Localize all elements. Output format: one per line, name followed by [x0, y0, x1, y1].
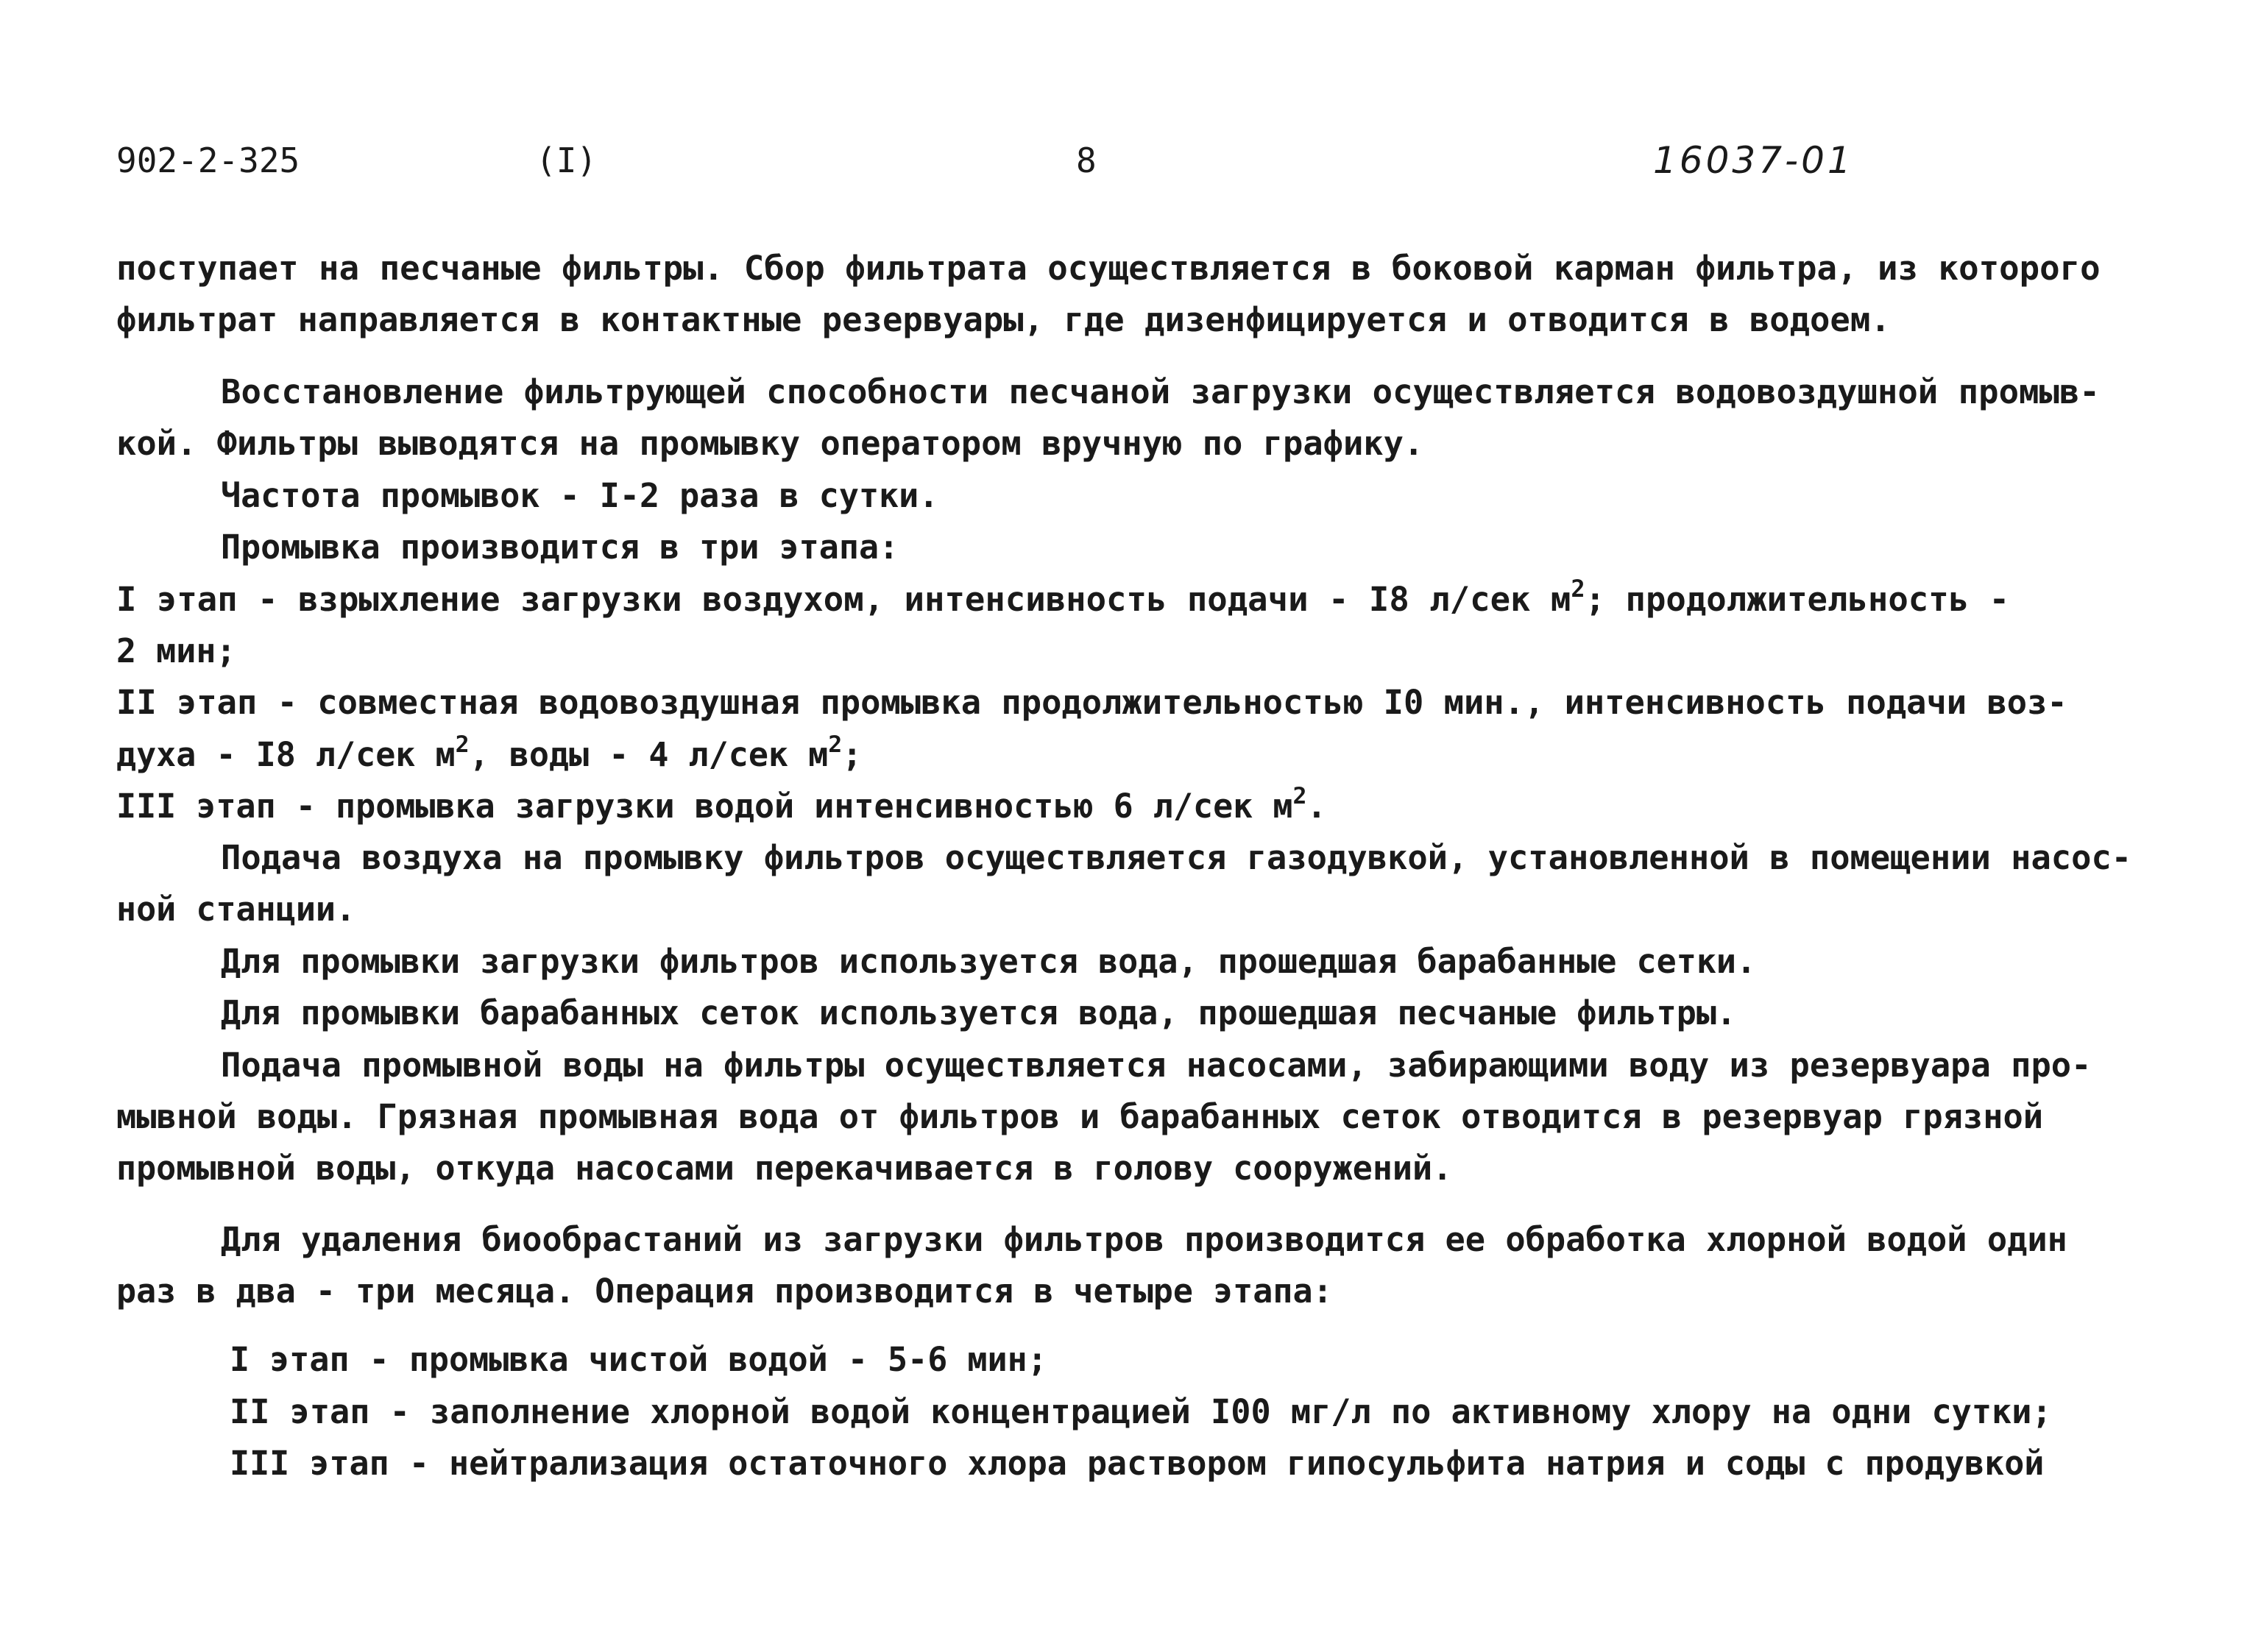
text-line-6: Промывка производится в три этапа:: [221, 528, 899, 567]
text-line-10-part-1: духа - I8 л/сек м: [116, 735, 456, 774]
superscript-squared: 2: [455, 731, 470, 759]
handwritten-stamp: 16037-01: [1653, 139, 1854, 182]
text-line-16: Подача промывной воды на фильтры осуществляется насосами, забирающими воду из резервуара про-: [221, 1046, 2092, 1085]
text-line-13: ной станции.: [116, 890, 356, 929]
text-line-10: [116, 733, 862, 777]
volume-number: (I): [536, 141, 598, 180]
text-line-12: Подача воздуха на промывку фильтров осуществляется газодувкой, установленной в помещении насос-: [221, 838, 2132, 877]
text-line-5: Частота промывок - I-2 раза в сутки.: [221, 476, 939, 515]
text-line-9: II этап - совместная водовоздушная промывка продолжительностью I0 мин., интенсивность подачи воз-: [116, 683, 2067, 722]
text-line-19: Для удаления биообрастаний из загрузки фильтров производится ее обработка хлорной водой один: [221, 1220, 2067, 1259]
superscript-squared: 2: [1292, 783, 1307, 810]
text-line-23: III этап - нейтрализация остаточного хлора раствором гипосульфита натрия и соды с продувкой: [230, 1444, 2045, 1483]
text-line-10-part-3: ;: [842, 735, 863, 774]
text-line-4: кой. Фильтры выводятся на промывку оператором вручную по графику.: [116, 424, 1424, 463]
text-line-7-part-2: ; продолжительность -: [1585, 580, 2010, 619]
text-line-11-part-2: .: [1306, 787, 1327, 826]
text-line-11: [116, 784, 1327, 829]
text-line-10-part-2: , воды - 4 л/сек м: [469, 735, 829, 774]
text-line-2: фильтрат направляется в контактные резервуары, где дизенфицируется и отводится в водоем.: [116, 300, 1891, 339]
text-line-20: раз в два - три месяца. Операция производится в четыре этапа:: [116, 1272, 1333, 1311]
document-code: 902-2-325: [116, 141, 300, 180]
text-line-3: Восстановление фильтрующей способности песчаной загрузки осуществляется водовоздушной промыв-: [221, 372, 2100, 411]
text-line-22: II этап - заполнение хлорной водой концентрацией I00 мг/л по активному хлору на одни сутки;: [230, 1392, 2052, 1431]
text-line-18: промывной воды, откуда насосами перекачивается в голову сооружений.: [116, 1149, 1453, 1188]
superscript-squared: 2: [1571, 574, 1585, 603]
text-line-11-part-1: III этап - промывка загрузки водой интенсивностью 6 л/сек м: [116, 787, 1293, 826]
text-line-8: 2 мин;: [116, 631, 236, 670]
text-line-7: [116, 574, 2010, 622]
text-line-7-part-1: I этап - взрыхление загрузки воздухом, интенсивность подачи - I8 л/сек м: [116, 580, 1571, 619]
page-number: 8: [1076, 141, 1097, 180]
text-line-17: мывной воды. Грязная промывная вода от фильтров и барабанных сеток отводится в резервуар грязной: [116, 1097, 2044, 1136]
text-line-15: Для промывки барабанных сеток используется вода, прошедшая песчаные фильтры.: [221, 993, 1737, 1032]
text-line-1: поступает на песчаные фильтры. Сбор фильтрата осуществляется в боковой карман фильтра, из которого: [116, 249, 2101, 288]
text-line-14: Для промывки загрузки фильтров используется вода, прошедшая барабанные сетки.: [221, 942, 1757, 981]
text-line-21: I этап - промывка чистой водой - 5-6 мин;: [230, 1340, 1047, 1379]
superscript-squared: 2: [828, 731, 843, 759]
